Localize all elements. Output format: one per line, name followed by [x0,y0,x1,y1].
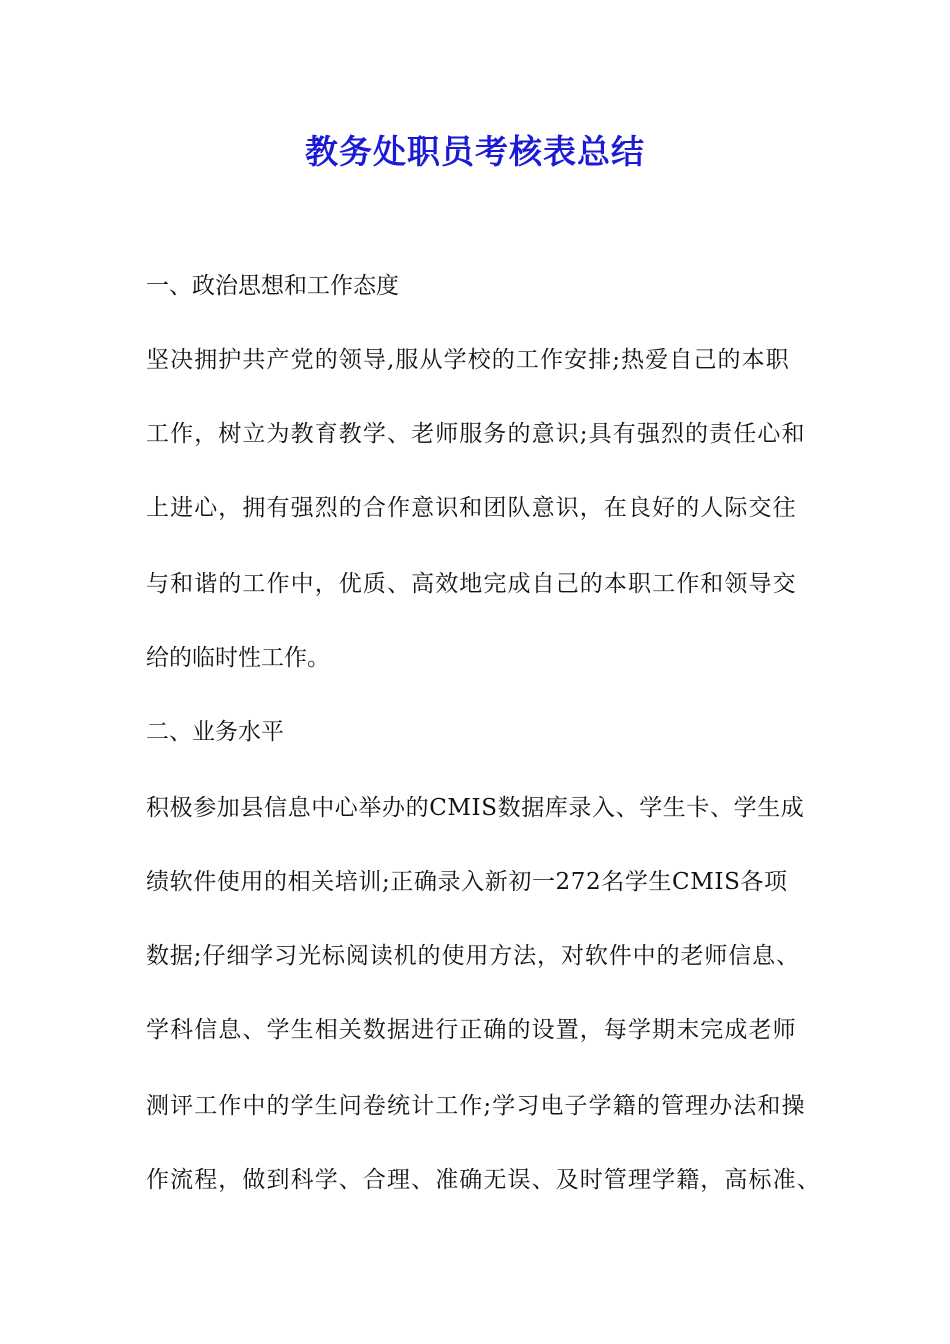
paragraph-line: 绩软件使用的相关培训;正确录入新初一272名学生CMIS各项 [146,869,788,895]
paragraph-line: 测评工作中的学生问卷统计工作;学习电子学籍的管理办法和操 [146,1093,806,1119]
section-heading-business: 二、业务水平 [146,719,284,745]
paragraph-line: 给的临时性工作。 [146,645,330,671]
paragraph-line: 工作，树立为教育教学、老师服务的意识;具有强烈的责任心和 [146,421,806,447]
paragraph-line: 与和谐的工作中，优质、高效地完成自己的本职工作和领导交 [146,571,797,597]
paragraph-line: 坚决拥护共产党的领导,服从学校的工作安排;热爱自己的本职 [146,347,790,373]
paragraph-line: 积极参加县信息中心举办的CMIS数据库录入、学生卡、学生成 [146,795,805,821]
paragraph-line: 数据;仔细学习光标阅读机的使用方法，对软件中的老师信息、 [146,943,800,969]
section-heading-political: 一、政治思想和工作态度 [146,273,399,299]
paragraph-line: 学科信息、学生相关数据进行正确的设置，每学期末完成老师 [146,1017,797,1043]
paragraph-line: 上进心，拥有强烈的合作意识和团队意识，在良好的人际交往 [146,495,797,521]
document-title: 教务处职员考核表总结 [305,132,645,171]
paragraph-line: 作流程，做到科学、合理、准确无误、及时管理学籍，高标准、 [146,1167,821,1193]
